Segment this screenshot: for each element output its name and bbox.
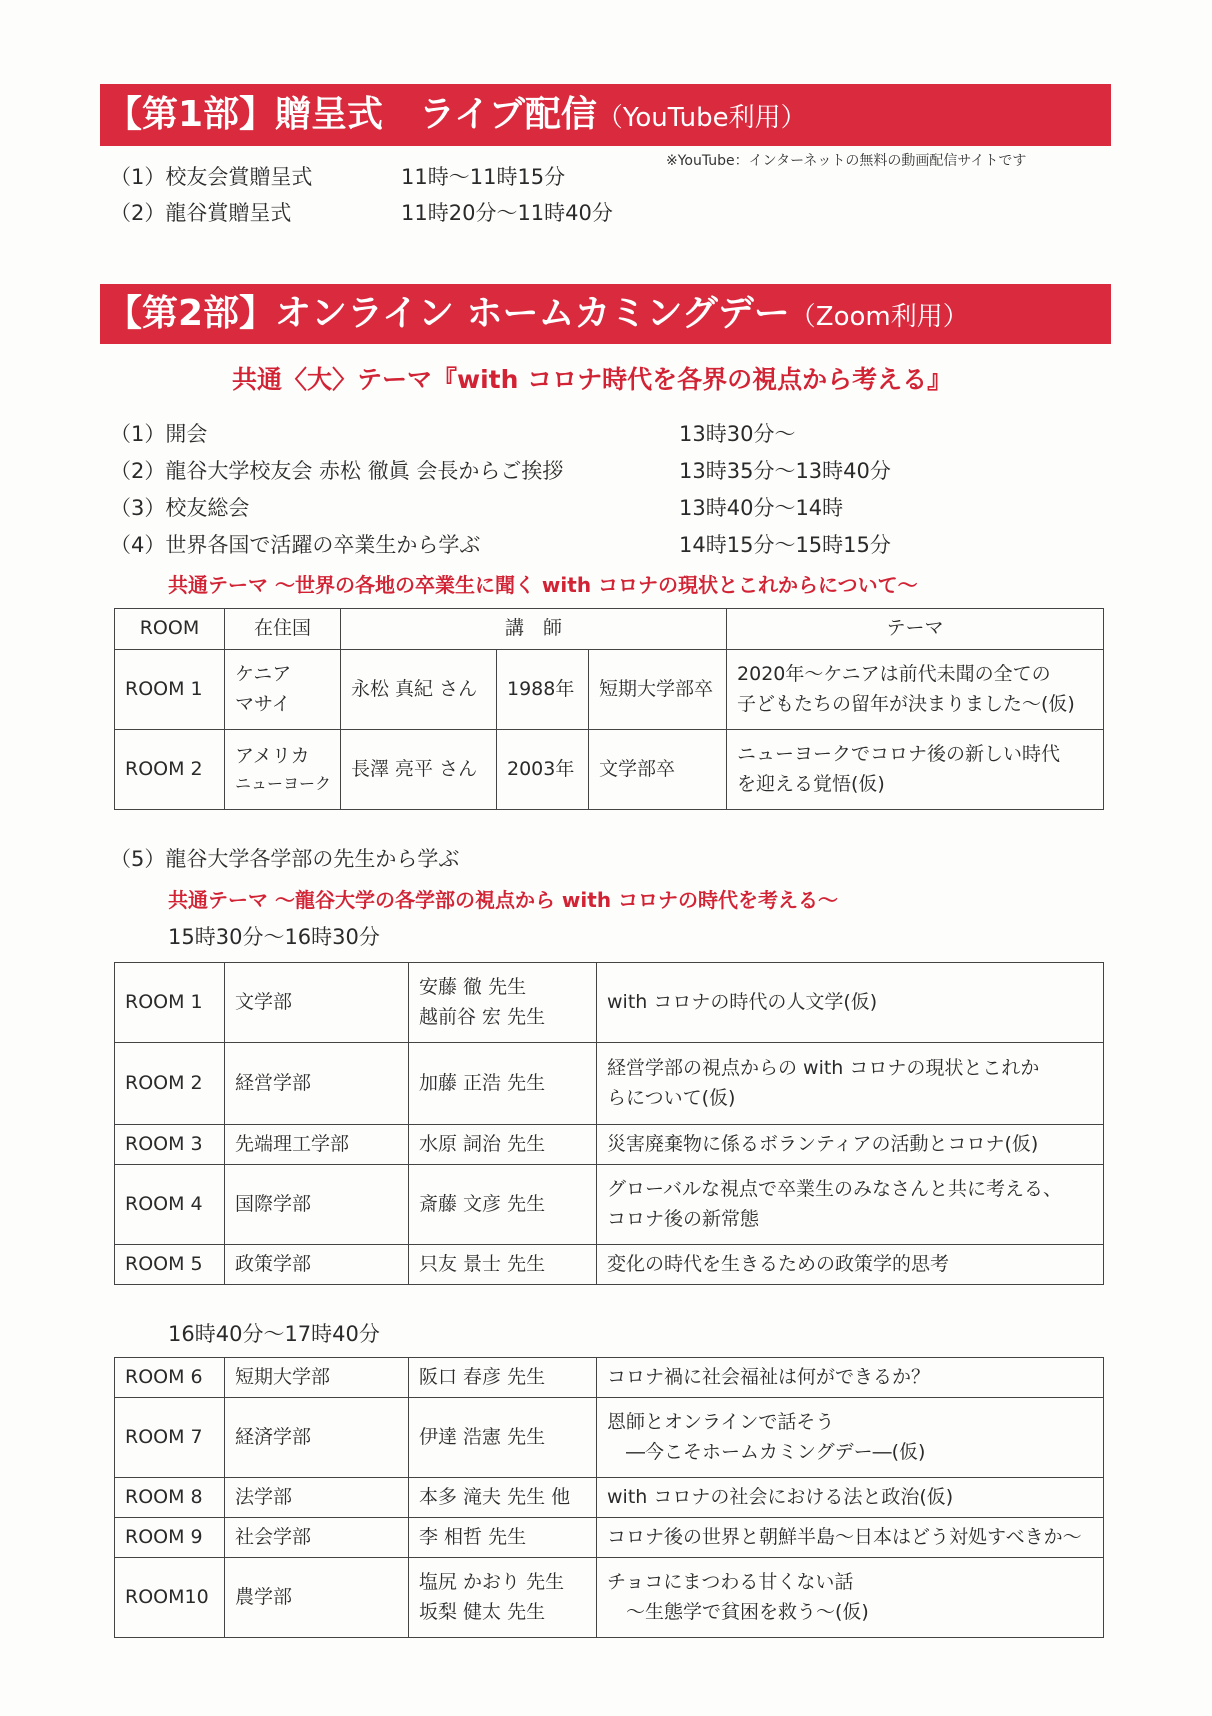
table-row bbox=[115, 1558, 1104, 1638]
theme-line: チョコにまつわる甘くない話 bbox=[607, 1571, 854, 1594]
graduation-dept: 文学部卒 bbox=[589, 730, 727, 810]
room-cell: ROOM 8 bbox=[115, 1478, 225, 1518]
theme-line: 〜生態学で貧困を救う〜(仮) bbox=[607, 1600, 869, 1623]
teacher-name: 斎藤 文彦 先生 bbox=[419, 1192, 546, 1215]
country-cell bbox=[225, 730, 341, 810]
theme-line: コロナ後の世界と朝鮮半島〜日本はどう対処すべきか〜 bbox=[607, 1525, 1082, 1548]
header-theme: テーマ bbox=[727, 609, 1104, 650]
theme-line: with コロナの時代の人文学(仮) bbox=[607, 990, 878, 1013]
theme-line: を迎える覚悟(仮) bbox=[737, 772, 885, 795]
room-cell: ROOM 4 bbox=[115, 1165, 225, 1245]
header-country: 在住国 bbox=[225, 609, 341, 650]
theme-line: 子どもたちの留年が決まりました〜(仮) bbox=[737, 692, 1075, 715]
room-cell: ROOM 1 bbox=[115, 650, 225, 730]
theme-cell bbox=[597, 1518, 1104, 1558]
part2-item-time: 13時30分〜 bbox=[679, 422, 796, 446]
part2-item-time: 13時40分〜14時 bbox=[679, 496, 844, 520]
teacher-name: 坂梨 健太 先生 bbox=[419, 1600, 546, 1623]
part1-banner bbox=[100, 84, 1111, 146]
teacher-cell bbox=[409, 1245, 597, 1285]
faculty-cell: 社会学部 bbox=[225, 1518, 409, 1558]
teacher-cell bbox=[409, 1558, 597, 1638]
teacher-name: 塩尻 かおり 先生 bbox=[419, 1571, 565, 1594]
teacher-cell bbox=[409, 1518, 597, 1558]
teacher-name: 加藤 正浩 先生 bbox=[419, 1071, 546, 1094]
theme-line: 変化の時代を生きるための政策学的思考 bbox=[607, 1252, 950, 1275]
part1-item-label: （1）校友会賞贈呈式 bbox=[110, 165, 313, 189]
part2-item-label: （2）龍谷大学校友会 赤松 徹眞 会長からご挨拶 bbox=[110, 459, 564, 483]
teacher-cell bbox=[409, 1165, 597, 1245]
faculty-cell: 先端理工学部 bbox=[225, 1125, 409, 1165]
table-row bbox=[115, 1245, 1104, 1285]
theme-cell bbox=[597, 1125, 1104, 1165]
main-theme: 共通〈大〉テーマ『with コロナ時代を各界の視点から考える』 bbox=[232, 365, 953, 394]
room-cell: ROOM 3 bbox=[115, 1125, 225, 1165]
theme-line: 2020年〜ケニアは前代未聞の全ての bbox=[737, 663, 1051, 686]
theme-line: ―今こそホームカミングデー―(仮) bbox=[607, 1440, 926, 1463]
part2-subtitle: （Zoom利用） bbox=[789, 302, 969, 332]
table-row bbox=[115, 1478, 1104, 1518]
youtube-note: ※YouTube：インターネットの無料の動画配信サイトです bbox=[666, 153, 1027, 169]
theme-line: 恩師とオンラインで話そう bbox=[607, 1411, 835, 1434]
part1-subtitle: （YouTube利用） bbox=[596, 103, 807, 133]
table-row bbox=[115, 650, 1104, 730]
theme-line: らについて(仮) bbox=[607, 1086, 736, 1109]
theme-cell bbox=[597, 1165, 1104, 1245]
teacher-name: 阪口 春彦 先生 bbox=[419, 1365, 546, 1388]
part2-item-time: 14時15分〜15時15分 bbox=[679, 533, 891, 557]
teacher-cell bbox=[409, 1358, 597, 1398]
room-cell: ROOM 5 bbox=[115, 1245, 225, 1285]
theme-line: with コロナの社会における法と政治(仮) bbox=[607, 1485, 954, 1508]
part2-item5: （5）龍谷大学各学部の先生から学ぶ bbox=[110, 847, 460, 871]
theme-line: 経営学部の視点からの with コロナの現状とこれか bbox=[607, 1057, 1040, 1080]
room-cell: ROOM 6 bbox=[115, 1358, 225, 1398]
room-cell: ROOM 7 bbox=[115, 1398, 225, 1478]
theme-cell bbox=[597, 1245, 1104, 1285]
theme-cell bbox=[597, 1478, 1104, 1518]
teacher-name: 本多 滝夫 先生 他 bbox=[419, 1485, 571, 1508]
part2-banner bbox=[100, 284, 1111, 344]
room-cell: ROOM 2 bbox=[115, 730, 225, 810]
header-lecturer: 講 師 bbox=[341, 609, 727, 650]
part2-title: 【第2部】オンライン ホームカミングデー bbox=[106, 293, 790, 334]
faculty-table-1 bbox=[114, 962, 1104, 1285]
teacher-name: 只友 景士 先生 bbox=[419, 1252, 546, 1275]
teacher-name: 李 相哲 先生 bbox=[419, 1525, 527, 1548]
teacher-name: 伊達 浩憲 先生 bbox=[419, 1425, 546, 1448]
theme-line: コロナ禍に社会福祉は何ができるか？ bbox=[607, 1365, 931, 1388]
table-row bbox=[115, 1358, 1104, 1398]
theme-cell bbox=[727, 650, 1104, 730]
faculty-cell: 国際学部 bbox=[225, 1165, 409, 1245]
table-row bbox=[115, 1043, 1104, 1125]
part2-item-label: （4）世界各国で活躍の卒業生から学ぶ bbox=[110, 533, 481, 557]
room-cell: ROOM 2 bbox=[115, 1043, 225, 1125]
part1-item-time: 11時20分〜11時40分 bbox=[401, 201, 613, 225]
part2-item-label: （1）開会 bbox=[110, 422, 208, 446]
teacher-cell bbox=[409, 1125, 597, 1165]
room-cell: ROOM 1 bbox=[115, 963, 225, 1043]
theme-line: 災害廃棄物に係るボランティアの活動とコロナ(仮) bbox=[607, 1132, 1039, 1155]
room-cell: ROOM 9 bbox=[115, 1518, 225, 1558]
theme-cell bbox=[597, 1358, 1104, 1398]
country-line: マサイ bbox=[235, 692, 291, 715]
graduation-year: 2003年 bbox=[497, 730, 589, 810]
theme-cell bbox=[727, 730, 1104, 810]
country-line: ニューヨーク bbox=[235, 773, 332, 793]
faculty-cell: 短期大学部 bbox=[225, 1358, 409, 1398]
theme4: 共通テーマ 〜世界の各地の卒業生に聞く with コロナの現状とこれからについて〜 bbox=[168, 573, 918, 597]
part2-item-label: （3）校友総会 bbox=[110, 496, 250, 520]
theme-cell bbox=[597, 1558, 1104, 1638]
faculty-cell: 農学部 bbox=[225, 1558, 409, 1638]
faculty-cell: 文学部 bbox=[225, 963, 409, 1043]
faculty-table-2 bbox=[114, 1357, 1104, 1638]
table-row bbox=[115, 963, 1104, 1043]
theme-cell bbox=[597, 963, 1104, 1043]
country-line: ケニア bbox=[235, 663, 292, 686]
country-cell bbox=[225, 650, 341, 730]
country-line: アメリカ bbox=[235, 745, 310, 768]
teacher-cell bbox=[409, 1043, 597, 1125]
teacher-cell bbox=[409, 1398, 597, 1478]
header-room: ROOM bbox=[115, 609, 225, 650]
theme-line: ニューヨークでコロナ後の新しい時代 bbox=[737, 743, 1061, 766]
teacher-cell bbox=[409, 963, 597, 1043]
teacher-name: 越前谷 宏 先生 bbox=[419, 1005, 546, 1028]
theme-line: コロナ後の新常態 bbox=[607, 1207, 760, 1230]
part2-item-time: 13時35分〜13時40分 bbox=[679, 459, 891, 483]
faculty-cell: 経済学部 bbox=[225, 1398, 409, 1478]
room-cell: ROOM10 bbox=[115, 1558, 225, 1638]
teacher-name: 安藤 徹 先生 bbox=[419, 976, 527, 999]
table-header-row bbox=[115, 609, 1104, 650]
theme-cell bbox=[597, 1398, 1104, 1478]
faculty-cell: 政策学部 bbox=[225, 1245, 409, 1285]
table-row bbox=[115, 1518, 1104, 1558]
teacher-cell bbox=[409, 1478, 597, 1518]
theme-cell bbox=[597, 1043, 1104, 1125]
session1-time: 15時30分〜16時30分 bbox=[168, 925, 380, 949]
part1-item-time: 11時〜11時15分 bbox=[401, 165, 566, 189]
graduation-year: 1988年 bbox=[497, 650, 589, 730]
table-row bbox=[115, 730, 1104, 810]
table-row bbox=[115, 1165, 1104, 1245]
faculty-cell: 経営学部 bbox=[225, 1043, 409, 1125]
alumni-table bbox=[114, 608, 1104, 810]
session2-time: 16時40分〜17時40分 bbox=[168, 1322, 380, 1346]
teacher-name: 水原 詞治 先生 bbox=[419, 1132, 546, 1155]
table-row bbox=[115, 1398, 1104, 1478]
table-row bbox=[115, 1125, 1104, 1165]
faculty-cell: 法学部 bbox=[225, 1478, 409, 1518]
lecturer-name: 長澤 亮平 さん bbox=[341, 730, 497, 810]
theme-line: グローバルな視点で卒業生のみなさんと共に考える、 bbox=[607, 1178, 1063, 1201]
part1-item-label: （2）龍谷賞贈呈式 bbox=[110, 201, 292, 225]
lecturer-name: 永松 真紀 さん bbox=[341, 650, 497, 730]
theme5: 共通テーマ 〜龍谷大学の各学部の視点から with コロナの時代を考える〜 bbox=[168, 888, 839, 912]
graduation-dept: 短期大学部卒 bbox=[589, 650, 727, 730]
part1-title: 【第1部】贈呈式 ライブ配信 bbox=[106, 94, 597, 135]
